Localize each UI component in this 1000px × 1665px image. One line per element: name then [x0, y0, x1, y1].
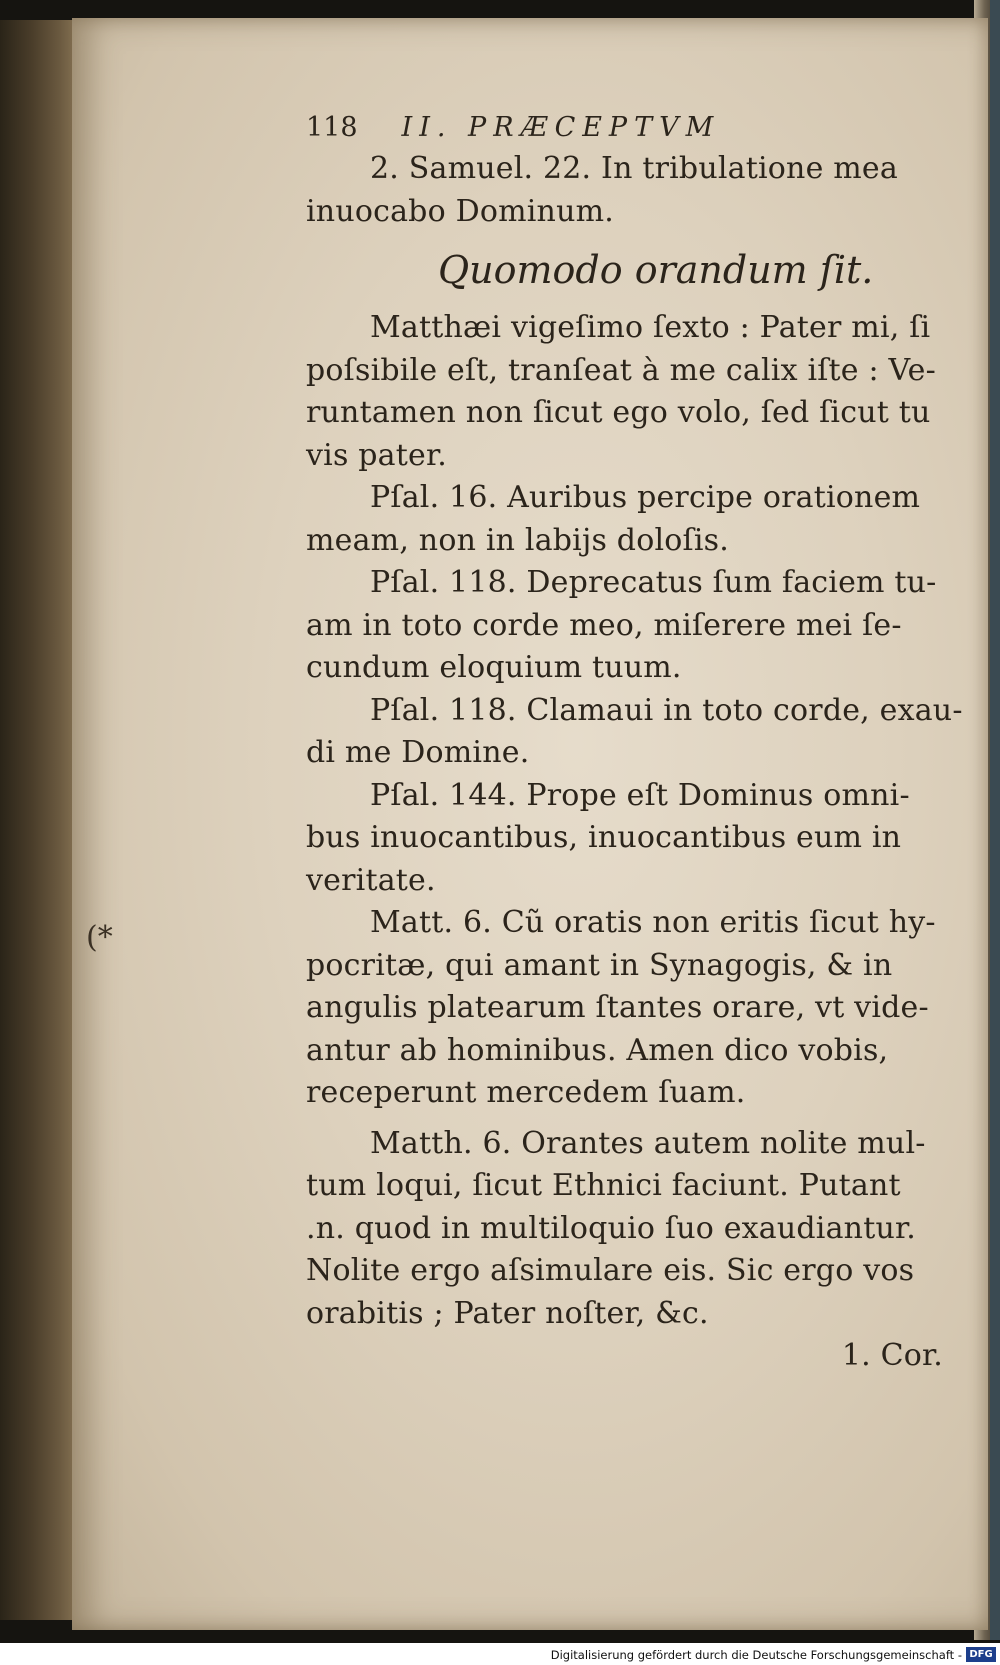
text-line: Pſal. 118. Deprecatus ſum faciem tu-: [370, 565, 937, 600]
text-line: inuocabo Dominum.: [306, 193, 614, 229]
text-line: antur ab hominibus. Amen dico vobis,: [306, 1032, 889, 1068]
text-line: bus inuocantibus, inuocantibus eum in: [306, 820, 902, 855]
footer-bar: [0, 1643, 1000, 1665]
text-line: pocritæ, qui amant in Synagogis, & in: [306, 947, 893, 983]
text-line: am in toto corde meo, miſerere mei ſe-: [306, 607, 902, 643]
text-line: 2. Samuel. 22. In tribulatione mea: [370, 151, 898, 186]
running-head-title: II. PRÆCEPTVM: [401, 112, 721, 143]
dfg-logo-icon: DFG: [966, 1647, 996, 1662]
text-line: runtamen non ſicut ego volo, ſed ſicut tu: [306, 395, 931, 430]
text-line: Pſal. 144. Prope eſt Dominus omni-: [370, 777, 910, 813]
cover-strip-right: [990, 0, 1000, 1640]
text-line: poſsibile eſt, tranſeat à me calix iſte : Ve-: [306, 352, 936, 388]
text-line: Matthæi vigeſimo ſexto : Pater mi, ſi: [370, 310, 931, 345]
section-heading: Quomodo orandum ſit.: [438, 248, 874, 292]
page-number: 118: [306, 112, 358, 143]
text-line: Pſal. 118. Clamaui in toto corde, exau-: [370, 692, 963, 728]
catchword: 1. Cor.: [841, 1338, 943, 1373]
text-line: Nolite ergo aſsimulare eis. Sic ergo vos: [306, 1253, 915, 1288]
text-line: orabitis ; Pater noſter, &c.: [306, 1295, 709, 1331]
text-line: Matt. 6. Cũ oratis non eritis ſicut hy-: [370, 905, 936, 940]
book-binding-left: [0, 20, 80, 1620]
paragraph-gap: [306, 1115, 961, 1123]
text-line: receperunt mercedem ſuam.: [306, 1075, 746, 1110]
text-line: Pſal. 16. Auribus percipe orationem: [370, 480, 921, 515]
margin-annotation: (*: [86, 920, 113, 955]
text-line: tum loqui, ſicut Ethnici faciunt. Putant: [306, 1168, 901, 1203]
text-line: veritate.: [306, 862, 436, 898]
funding-credit: Digitalisierung gefördert durch die Deutsche Forschungsgemeinschaft -: [550, 1648, 962, 1662]
text-line: .n. quod in multiloquio ſuo exaudiantur.: [306, 1210, 916, 1246]
text-line: Matth. 6. Orantes autem nolite mul-: [370, 1125, 926, 1161]
text-line: angulis platearum ſtantes orare, vt vide-: [306, 990, 929, 1025]
text-line: di me Domine.: [306, 735, 530, 770]
text-line: meam, non in labijs doloſis.: [306, 522, 729, 558]
running-header: [306, 110, 961, 146]
text-line: cundum eloquium tuum.: [306, 650, 682, 685]
page-text: [306, 110, 961, 1378]
text-line: vis pater.: [306, 437, 447, 473]
